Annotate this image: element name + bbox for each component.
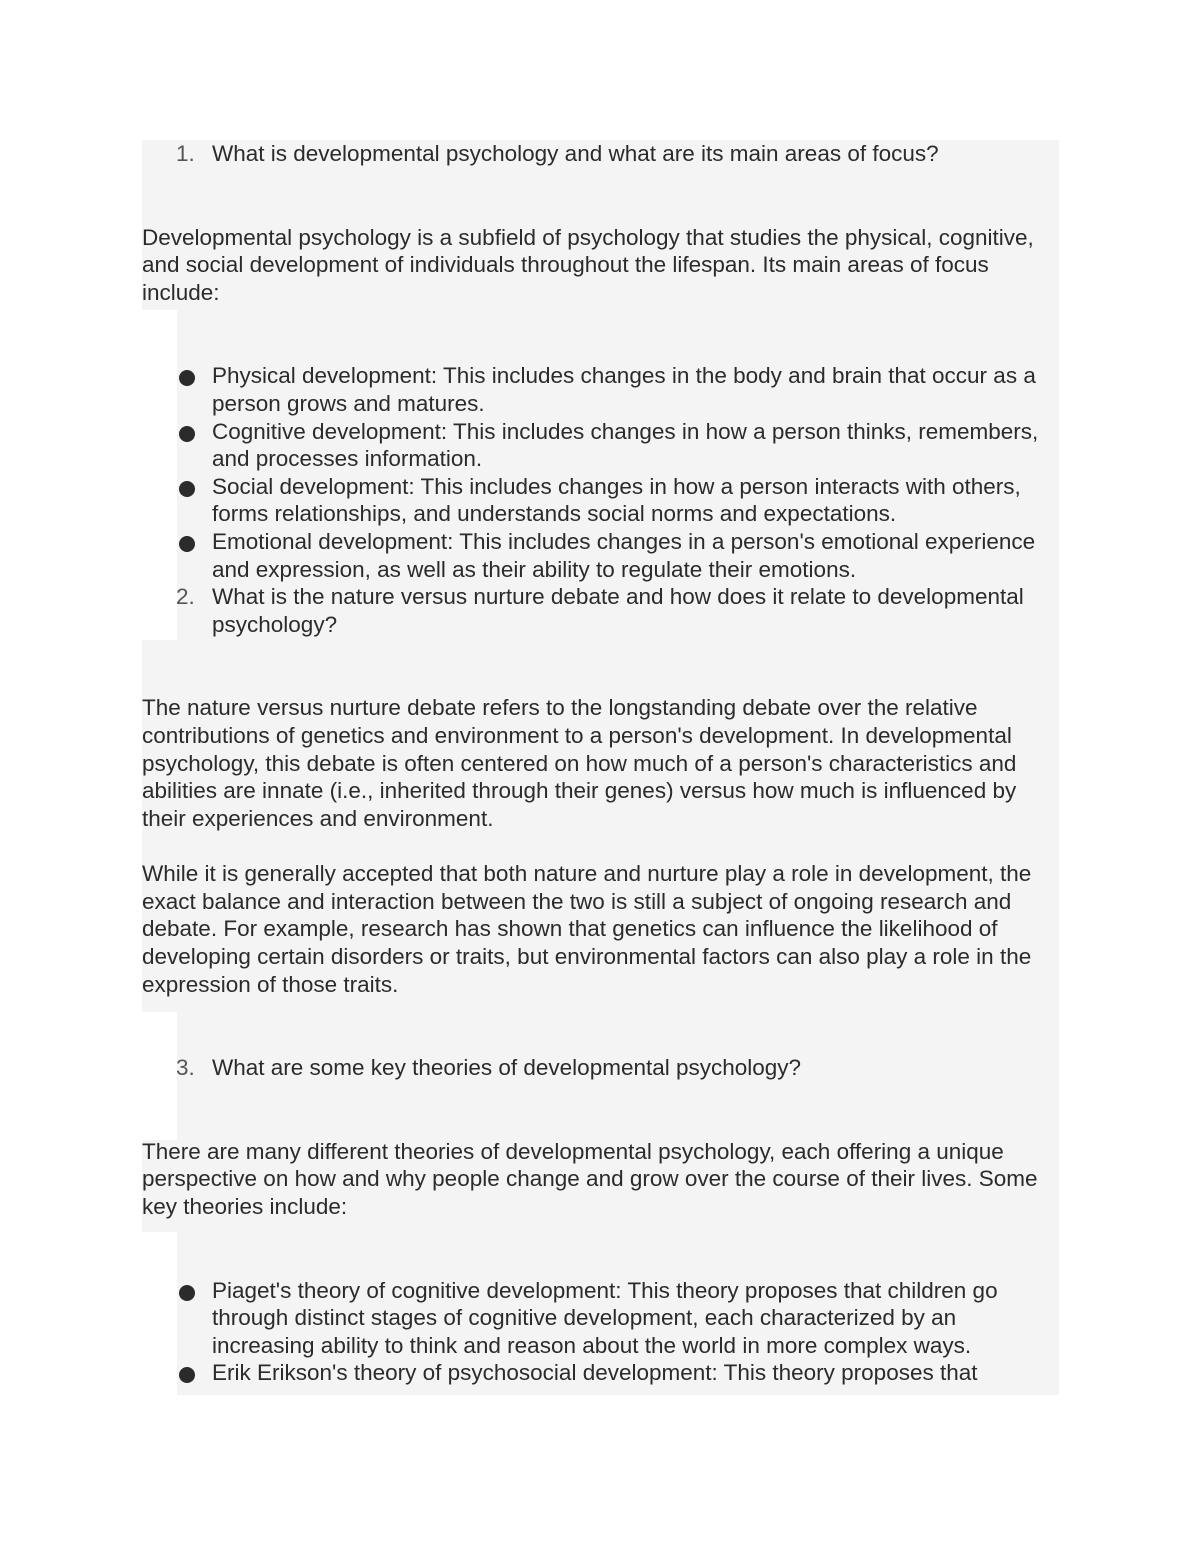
list-item-text: Social development: This includes changes in how a person interacts with others, forms relationships, and understands social norms and expectations.	[212, 473, 1021, 527]
list-item	[142, 528, 1062, 583]
bullet-icon	[179, 426, 195, 442]
list-number: 3.	[176, 1055, 195, 1081]
question-text: What is the nature versus nurture debate and how does it relate to developmental psychology?	[212, 584, 1024, 637]
list-item	[142, 473, 1062, 528]
list-item-text: Erik Erikson's theory of psychosocial development: This theory proposes that	[212, 1360, 978, 1386]
list-number: 1.	[176, 141, 195, 166]
question-1	[142, 140, 1062, 168]
list-item-text: Cognitive development: This includes changes in how a person thinks, remembers, and processes information.	[212, 418, 1039, 472]
document-content	[142, 140, 1062, 1387]
list-item	[142, 1277, 1062, 1360]
list-number: 2.	[176, 584, 195, 610]
list-item-text: Emotional development: This includes changes in a person's emotional experience and expression, as well as their ability to regulate their emotions.	[212, 528, 1036, 582]
question-2	[142, 583, 1062, 638]
answer-paragraph: There are many different theories of developmental psychology, each offering a unique perspective on how and why people change and grow over the course of their lives. Some key theories include:	[142, 1138, 1038, 1220]
bullet-icon	[179, 536, 195, 552]
bullet-icon	[179, 1285, 195, 1301]
list-item-text: Piaget's theory of cognitive development: This theory proposes that children go through distinct stages of cognitive development, each characterized by an increasing ability to think and reason about the world in more complex ways.	[212, 1277, 998, 1358]
list-item	[142, 362, 1062, 417]
answer-paragraph: Developmental psychology is a subfield of psychology that studies the physical, cognitive, and social development of individuals throughout the lifespan. Its main areas of focus include:	[142, 224, 1034, 305]
bullet-icon	[179, 1367, 195, 1383]
answer-paragraph: The nature versus nurture debate refers to the longstanding debate over the relative contributions of genetics and environment to a person's development. In developmental psychology, this debate is often centered on how much of a person's characteristics and abilities are innate (i.e., inherited through their genes) versus how much is influenced by their experiences and environment.	[142, 695, 1017, 831]
bullet-icon	[179, 481, 195, 497]
bullet-icon	[179, 370, 195, 386]
question-text: What are some key theories of developmental psychology?	[212, 1055, 802, 1081]
list-item	[142, 1359, 1062, 1387]
question-3	[142, 1054, 1062, 1082]
list-item-text: Physical development: This includes changes in the body and brain that occur as a person grows and matures.	[212, 363, 1036, 416]
answer-paragraph: While it is generally accepted that both nature and nurture play a role in development, the exact balance and interaction between the two is still a subject of ongoing research and debate. For example, research has shown that genetics can influence the likelihood of developing certain disorders or traits, but environmental factors can also play a role in the expression of those traits.	[142, 861, 1032, 997]
question-text: What is developmental psychology and what are its main areas of focus?	[212, 141, 939, 166]
list-item	[142, 418, 1062, 473]
